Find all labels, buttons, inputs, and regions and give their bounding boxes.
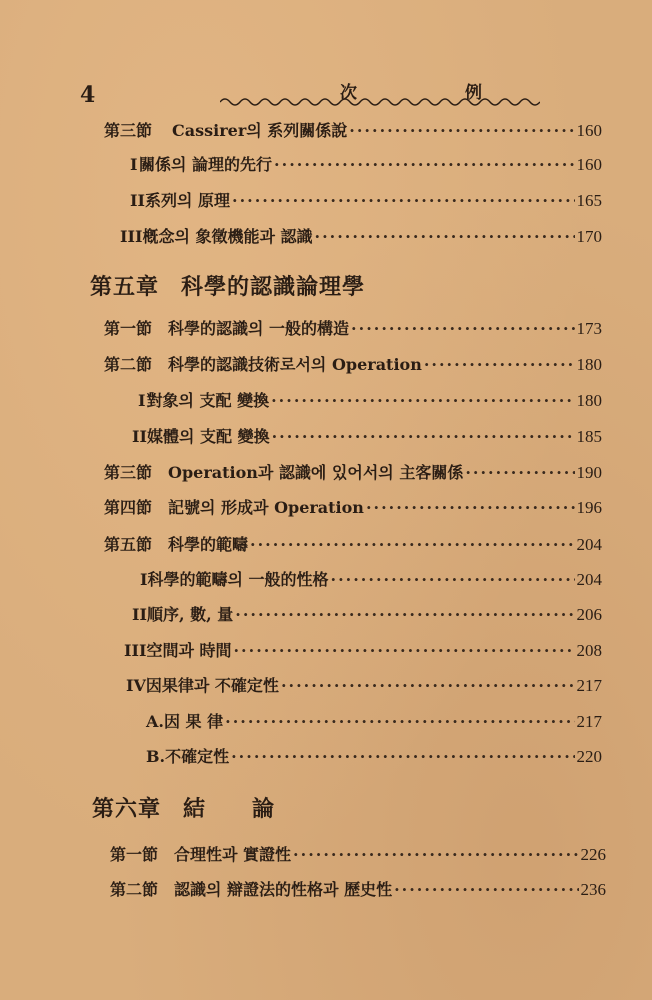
toc-label: 第五節 — [104, 535, 153, 554]
toc-label: 第三節 — [104, 463, 153, 482]
toc-page-number: 160 — [576, 121, 602, 140]
toc-row — [130, 188, 602, 211]
toc-page-number: 217 — [576, 676, 602, 695]
toc-row — [110, 877, 606, 900]
leader-dots — [281, 676, 575, 695]
leader-dots — [232, 191, 575, 210]
toc-title: 科學的認識技術로서의 Operation — [168, 355, 422, 374]
leader-dots — [424, 355, 575, 374]
toc-title: 科學的範疇의 一般的性格 — [147, 570, 329, 589]
toc-title: 槪念의 象徵機能과 認識 — [142, 227, 313, 246]
running-title-char-1: 次 — [340, 83, 359, 103]
toc-title: 對象의 支配 變換 — [146, 391, 270, 410]
toc-title: 空間과 時間 — [146, 641, 232, 660]
toc-label: B. — [146, 747, 166, 766]
toc-title: Cassirer의 系列關係說 — [172, 121, 348, 140]
toc-page-number: 217 — [576, 712, 602, 731]
leader-dots — [349, 121, 574, 140]
leader-dots — [315, 227, 575, 246]
toc-row — [104, 352, 602, 375]
toc-row — [124, 638, 602, 661]
toc-row — [138, 388, 602, 411]
leader-dots — [235, 605, 574, 624]
leader-dots — [274, 155, 574, 174]
leader-dots — [233, 641, 574, 660]
leader-dots — [366, 498, 575, 517]
toc-label: 第二節 — [110, 880, 159, 899]
toc-title: Operation과 認識에 있어서의 主客關係 — [168, 463, 464, 482]
toc-row — [110, 842, 606, 865]
toc-label: 第四節 — [104, 498, 153, 517]
toc-label: III — [120, 227, 143, 246]
toc-page-number: 236 — [580, 880, 606, 899]
toc-title: 因果律과 不確定性 — [145, 676, 279, 695]
toc-label: 第三節 — [104, 121, 153, 140]
page-number: 4 — [80, 82, 96, 108]
toc-row — [132, 602, 602, 625]
toc-label: I — [130, 155, 138, 174]
chapter-title-char-2: 論 — [252, 796, 276, 822]
toc-row — [132, 424, 602, 447]
chapter-number: 第六章 — [92, 796, 162, 822]
toc-page-number: 170 — [576, 227, 602, 246]
toc-row — [146, 744, 602, 767]
toc-page-number: 180 — [576, 391, 602, 410]
toc-page-number: 185 — [576, 427, 602, 446]
toc-row — [126, 673, 602, 696]
toc-page-number: 180 — [576, 355, 602, 374]
chapter-heading — [90, 270, 365, 301]
toc-label: 第二節 — [104, 355, 153, 374]
toc-page-number: 220 — [576, 747, 602, 766]
toc-page-number: 206 — [576, 605, 602, 624]
toc-row — [104, 495, 602, 518]
page-header — [80, 78, 610, 118]
toc-row — [140, 567, 602, 590]
toc-row — [130, 152, 602, 175]
toc-page-number: 160 — [576, 155, 602, 174]
toc-label: III — [124, 641, 147, 660]
toc-page-number: 208 — [576, 641, 602, 660]
toc-row — [104, 118, 602, 141]
leader-dots — [331, 570, 575, 589]
toc-page-number: 204 — [576, 570, 602, 589]
toc-page-number: 226 — [580, 845, 606, 864]
toc-label: II — [132, 427, 147, 446]
toc-page-number: 204 — [576, 535, 602, 554]
toc-title: 因 果 律 — [163, 712, 224, 731]
toc-title: 媒體의 支配 變換 — [146, 427, 270, 446]
toc-label: II — [132, 605, 147, 624]
toc-page-number: 165 — [576, 191, 602, 210]
chapter-number: 第五章 — [90, 274, 160, 300]
toc-title: 合理性과 實證性 — [174, 845, 292, 864]
toc-title: 認識의 辯證法的性格과 歷史性 — [174, 880, 393, 899]
leader-dots — [231, 747, 574, 766]
toc-label: A. — [146, 712, 164, 731]
toc-title: 不確定性 — [165, 747, 230, 766]
toc-page-number: 190 — [576, 463, 602, 482]
leader-dots — [293, 845, 578, 864]
toc-row — [104, 316, 602, 339]
toc-row — [146, 709, 602, 732]
toc-title: 科學的認識의 一般的構造 — [168, 319, 350, 338]
leader-dots — [394, 880, 578, 899]
toc-title: 順序, 數, 量 — [146, 605, 234, 624]
toc-label: II — [130, 191, 145, 210]
toc-label: 第一節 — [110, 845, 159, 864]
toc-title: 記號의 形成과 Operation — [168, 498, 364, 517]
toc-label: IV — [126, 676, 146, 695]
leader-dots — [271, 391, 574, 410]
toc-title: 關係의 論理的先行 — [139, 155, 273, 174]
chapter-title-char-1: 結 — [183, 796, 207, 822]
running-title-char-2: 例 — [465, 83, 484, 103]
leader-dots — [272, 427, 575, 446]
toc-row — [104, 460, 602, 483]
toc-label: 第一節 — [104, 319, 153, 338]
leader-dots — [465, 463, 574, 482]
toc-label: I — [138, 391, 146, 410]
toc-title: 系列의 原理 — [144, 191, 230, 210]
leader-dots — [250, 535, 574, 554]
chapter-title: 科學的認識論理學 — [181, 274, 366, 300]
wavy-rule-ornament — [220, 96, 540, 108]
toc-row — [120, 224, 602, 247]
toc-page-number: 173 — [576, 319, 602, 338]
toc-title: 科學的範疇 — [168, 535, 249, 554]
leader-dots — [351, 319, 574, 338]
toc-row — [104, 532, 602, 555]
chapter-heading — [92, 792, 275, 823]
toc-label: I — [140, 570, 148, 589]
leader-dots — [225, 712, 574, 731]
toc-page-number: 196 — [576, 498, 602, 517]
